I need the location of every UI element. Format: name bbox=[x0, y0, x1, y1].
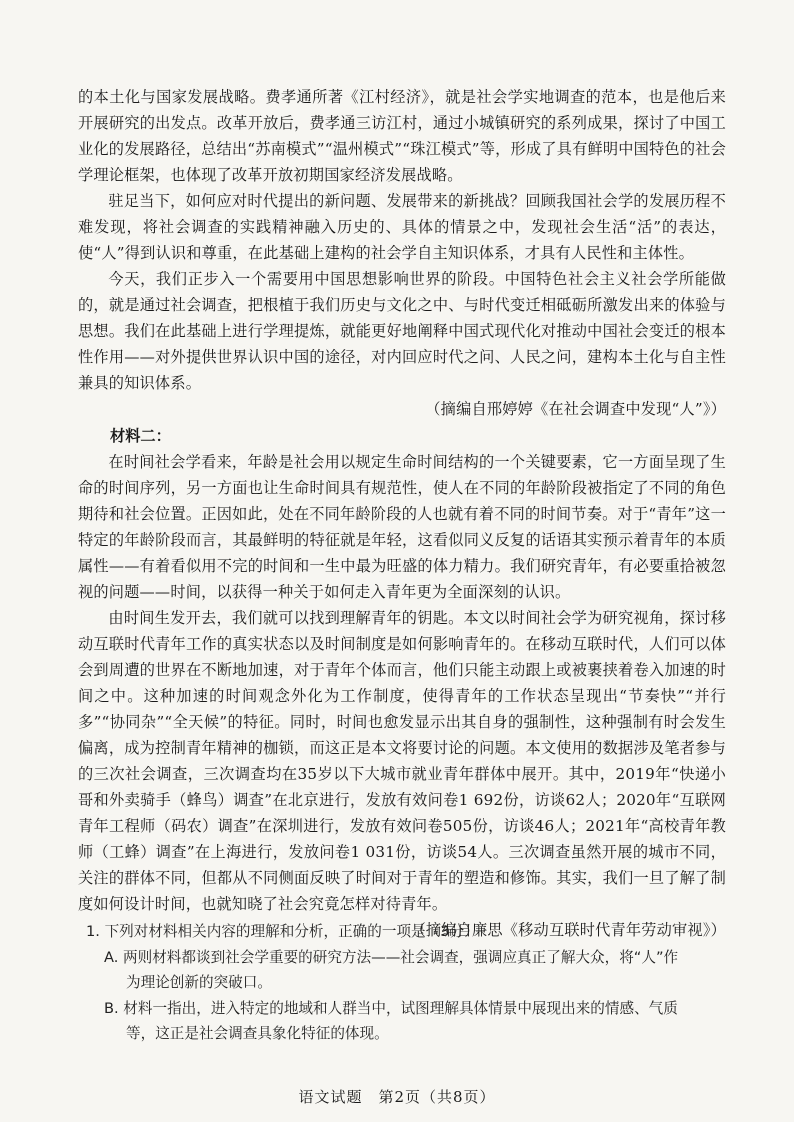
material1-paragraph-continued: 的本土化与国家发展战略。费孝通所著《江村经济》，就是社会学实地调查的范本，也是他后来开展研究的出发点。改革开放后，费孝通三访江村，通过小城镇研究的系列成果，探讨了中国工业化的发展路径，总结出“苏南模式”“温州模式”“珠江模式”等，形成了具有鲜明中国特色的社会学理论框架，也体现了改革开放初期国家经济发展战略。 bbox=[78, 88, 726, 184]
material1-paragraph-2: 驻足当下，如何应对时代提出的新问题、发展带来的新挑战？回顾我国社会学的发展历程不难发现，将社会调查的实践精神融入历史的、具体的情景之中，发现社会生活“活”的表达，使“人”得到认识和尊重，在此基础上建构的社会学自主知识体系，才具有人民性和主体性。 bbox=[78, 192, 726, 262]
option-a-continued: 为理论创新的突破口。 bbox=[126, 974, 272, 991]
option-a: A. 两则材料都谈到社会学重要的研究方法——社会调查，强调应真正了解大众，将“人”作 bbox=[104, 948, 679, 966]
material1-source: （摘编自邢婷婷《在社会调查中发现“人”》） bbox=[425, 400, 726, 418]
material1-paragraph-3: 今天，我们正步入一个需要用中国思想影响世界的阶段。中国特色社会主义社会学所能做的，就是通过社会调查，把根植于我们历史与文化之中、与时代变迁相砥砺所激发出来的体验与思想。我们在此基础上进行学理提炼，就能更好地阐释中国式现代化对推动中国社会变迁的根本性作用——对外提供世界认识中国的途径，对内回应时代之问、人民之问，建构本土化与自主性兼具的知识体系。 bbox=[78, 270, 726, 392]
material1-text bbox=[78, 84, 726, 422]
material2-text bbox=[78, 449, 726, 943]
page-footer: 语文试题 第2页（共8页） bbox=[298, 1088, 496, 1106]
question-stem: 1. 下列对材料相关内容的理解和分析，正确的一项是（3分） bbox=[86, 923, 479, 940]
material2-source: （摘编自廉思《移动互联时代青年劳动审视》） bbox=[410, 921, 726, 939]
material2-heading: 材料二： bbox=[110, 427, 171, 445]
material2-paragraph-2: 由时间生发开去，我们就可以找到理解青年的钥匙。本文以时间社会学为研究视角，探讨移动互联时代青年工作的真实状态以及时间制度是如何影响青年的。在移动互联时代，人们可以体会到周遭的世界在不断地加速，对于青年个体而言，他们只能主动跟上或被裹挟着卷入加速的时间之中。这种加速的时间观念外化为工作制度，使得青年的工作状态呈现出“节奏快”“并行多”“协同杂”“全天候”的特征。同时，时间也愈发显示出其自身的强制性，这种强制有时会发生偏离，成为控制青年精神的枷锁，而这正是本文将要讨论的问题。本文使用的数据涉及笔者参与的三次社会调查，三次调查均在35岁以下大城市就业青年群体中展开。其中，2019年“快递小哥和外卖骑手（蜂鸟）调查”在北京进行，发放有效问卷1 692份，访谈62人；2020年“互联网青年工程师（码农）调查”在深圳进行，发放有效问卷505份，访谈46人；2021年“高校青年教师（工蜂）调查”在上海进行，发放问卷1 031份，访谈54人。三次调查虽然开展的城市不同，关注的群体不同，但都从不同侧面反映了时间对于青年的塑造和修饰。其实，我们一旦了解了制度如何设计时间，也就知晓了社会究竟怎样对待青年。 bbox=[78, 609, 726, 913]
material2-paragraph-1: 在时间社会学看来，年龄是社会用以规定生命时间结构的一个关键要素，它一方面呈现了生命的时间序列，另一方面也让生命时间具有规范性，使人在不同的年龄阶段被指定了不同的角色期待和社会位置。正因如此，处在不同年龄阶段的人也就有着不同的时间节奏。对于“青年”这一特定的年龄阶段而言，其最鲜明的特征就是年轻，这看似同义反复的话语其实预示着青年的本质属性——有着看似用不完的时间和一生中最为旺盛的体力精力。我们研究青年，有必要重拾被忽视的问题——时间，以获得一种关于如何走入青年更为全面深刻的认识。 bbox=[78, 453, 726, 601]
option-b: B. 材料一指出，进入特定的地域和人群当中，试图理解具体情景中展现出来的情感、气质 bbox=[104, 999, 678, 1017]
option-b-continued: 等，这正是社会调查具象化特征的体现。 bbox=[126, 1025, 389, 1042]
question-1 bbox=[86, 919, 736, 1047]
